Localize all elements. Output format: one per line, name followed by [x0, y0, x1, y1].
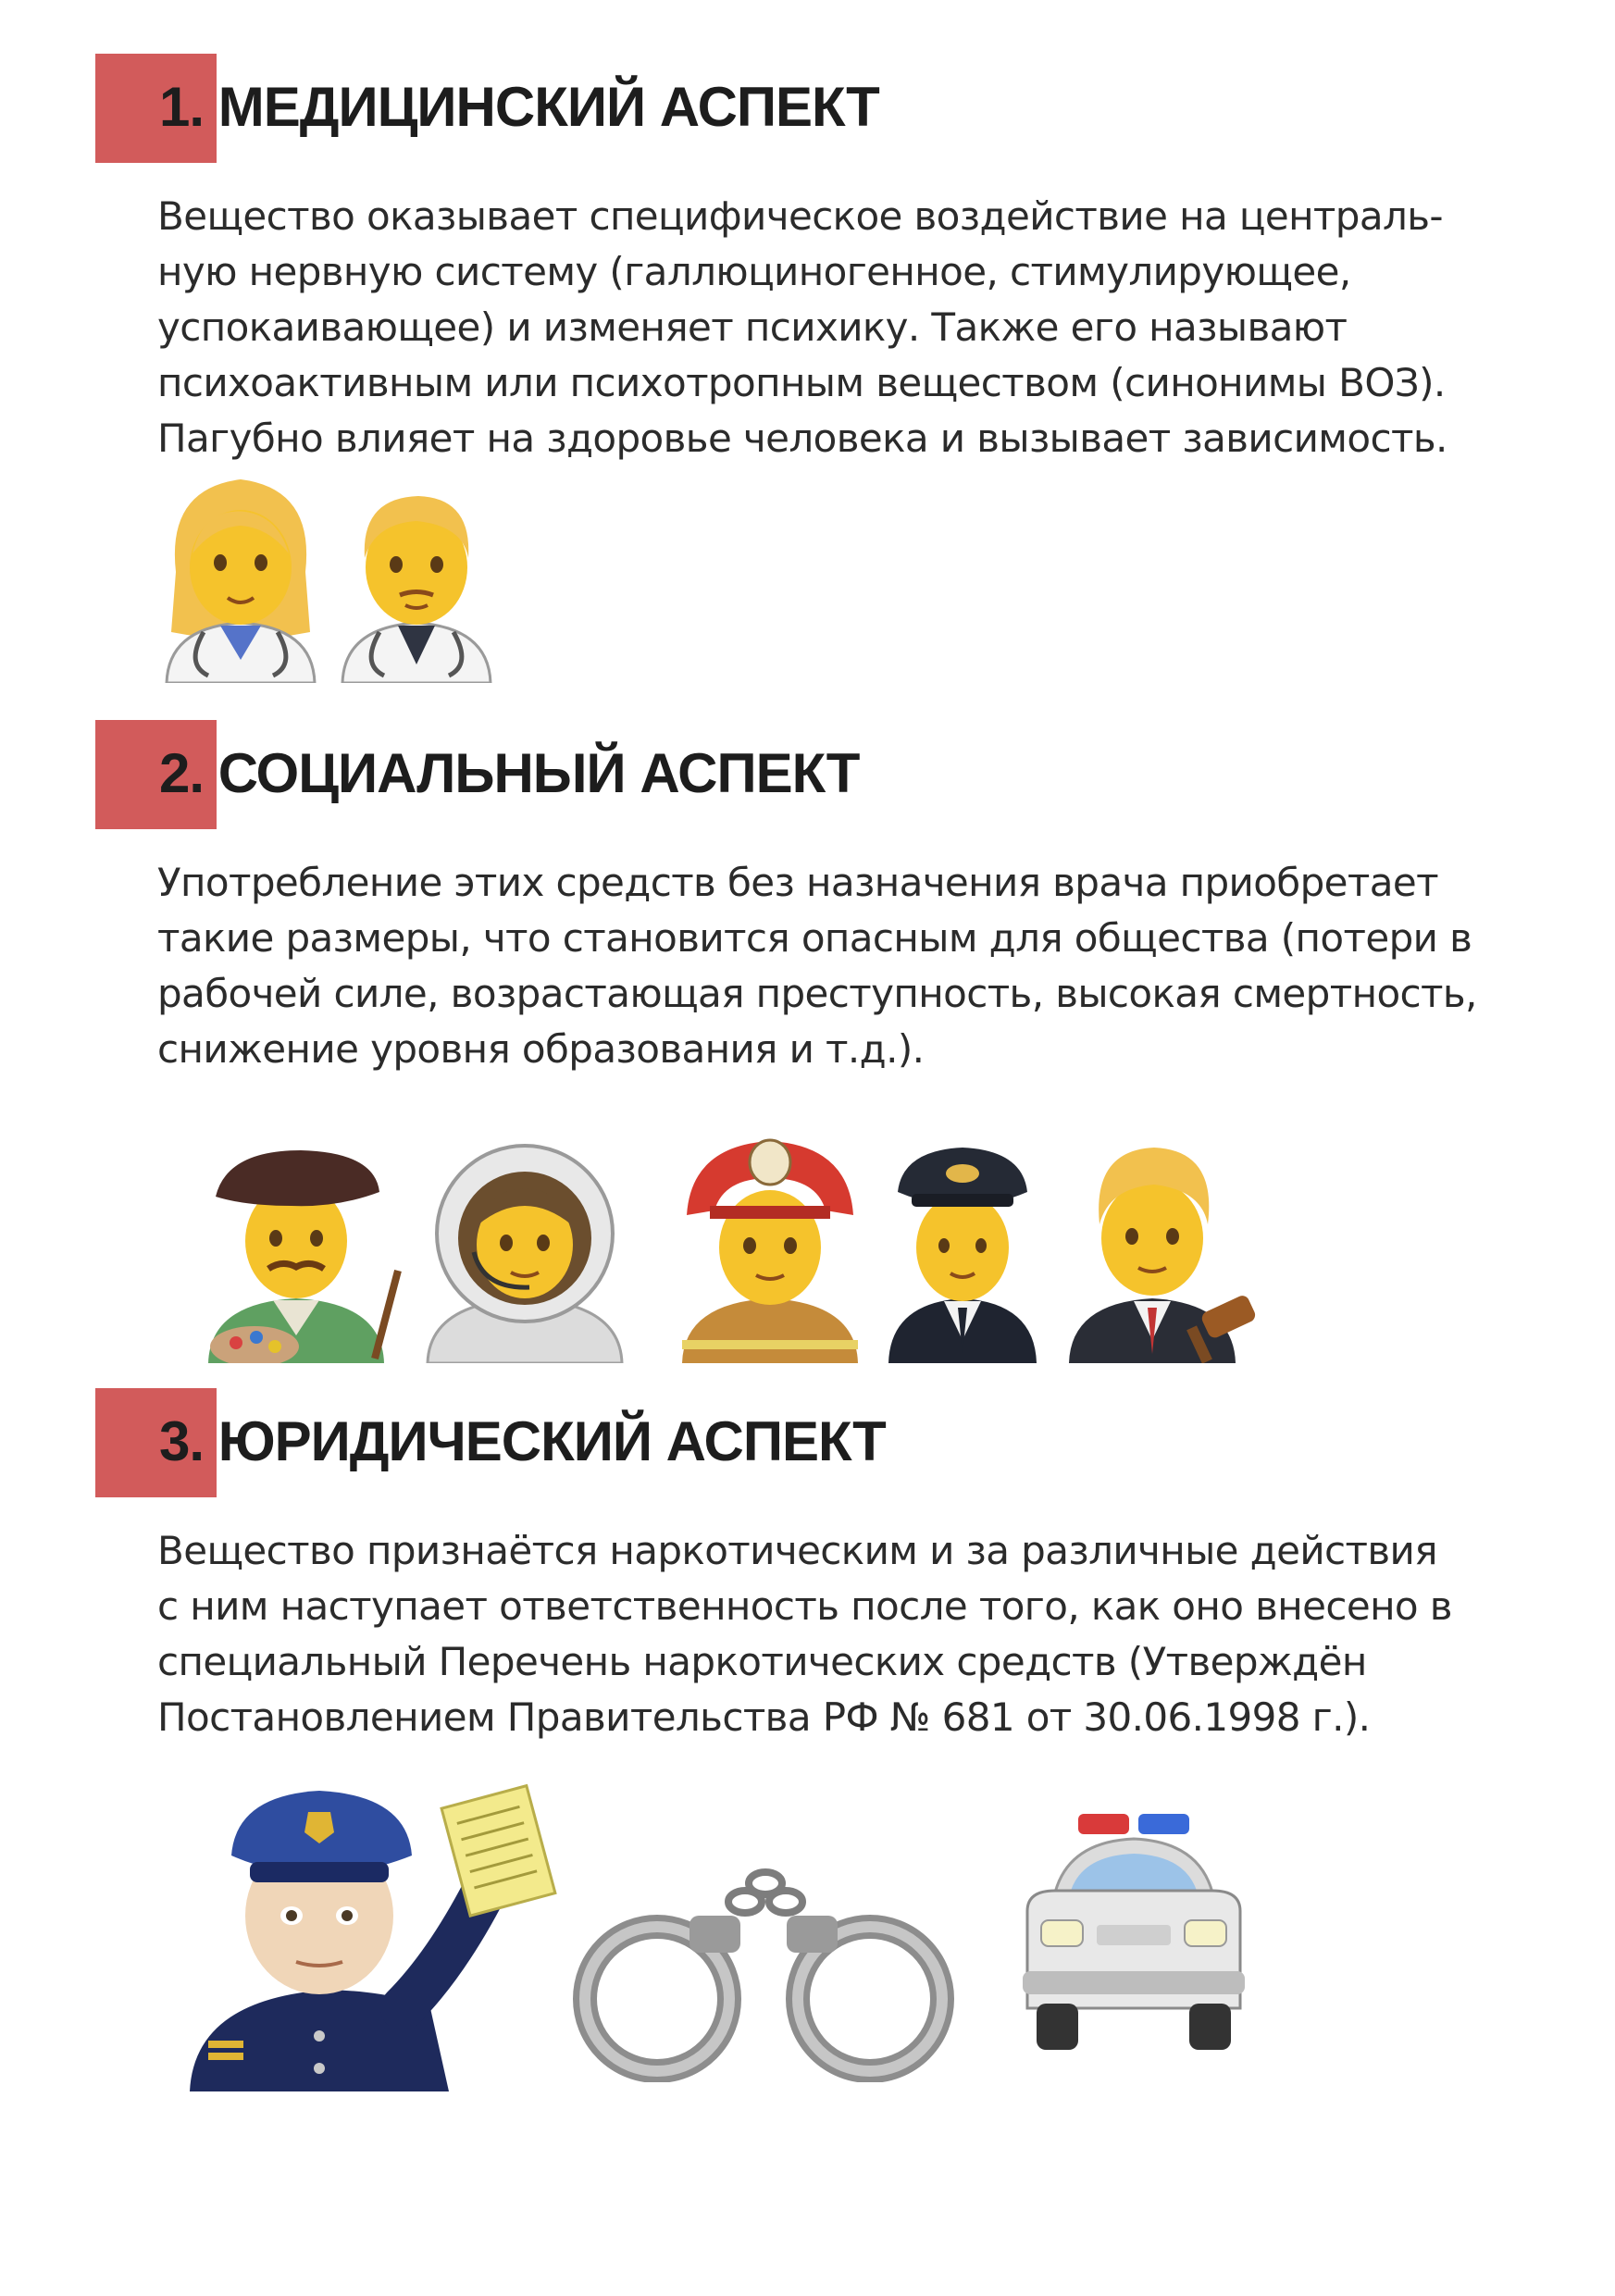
heading-title: 3. ЮРИДИЧЕСКИЙ АСПЕКТ [159, 1410, 886, 1472]
man-doctor-icon [333, 470, 500, 683]
paragraph-line: рабочей силе, возрастающая преступность, высокая смертность, [157, 971, 1477, 1016]
pilot-icon [884, 1127, 1041, 1363]
section-heading [0, 1388, 1615, 1499]
paragraph-line: успокаивающее) и изменяет психику. Также его называют [157, 304, 1348, 350]
section-paragraph [157, 855, 1477, 1077]
heading-title: 1. МЕДИЦИНСКИЙ АСПЕКТ [159, 76, 879, 138]
section-heading [0, 54, 1615, 165]
woman-doctor-icon [157, 470, 324, 683]
astronaut-icon [418, 1132, 631, 1363]
paragraph-line: такие размеры, что становится опасным для общества (потери в [157, 915, 1472, 961]
heading-title: 2. СОЦИАЛЬНЫЙ АСПЕКТ [159, 742, 860, 804]
judge-icon [1064, 1127, 1263, 1363]
artist-icon [190, 1132, 412, 1363]
paragraph-line: психоактивным или психотропным веществом (синонимы ВОЗ). [157, 360, 1446, 405]
police-car-icon [1013, 1809, 1254, 2059]
paragraph-line: ную нервную систему (галлюциногенное, стимулирующее, [157, 249, 1351, 294]
paragraph-line: специальный Перечень наркотических средств (Утверждён [157, 1639, 1367, 1684]
paragraph-line: снижение уровня образования и т.д.). [157, 1026, 925, 1072]
paragraph-line: Употребление этих средств без назначения врача приобретает [157, 860, 1439, 905]
section-heading [0, 720, 1615, 831]
section-paragraph [157, 1523, 1452, 1745]
police-officer-icon [180, 1777, 569, 2091]
paragraph-line: Пагубно влияет на здоровье человека и вызывает зависимость. [157, 416, 1447, 461]
paragraph-line: Вещество оказывает специфическое воздействие на централь- [157, 193, 1443, 239]
handcuffs-icon [569, 1851, 958, 2082]
firefighter-icon [668, 1127, 872, 1363]
paragraph-line: Постановлением Правительства РФ № 681 от 30.06.1998 г.). [157, 1694, 1371, 1740]
section-paragraph [157, 189, 1447, 466]
paragraph-line: с ним наступает ответственность после того, как оно внесено в [157, 1583, 1452, 1629]
paragraph-line: Вещество признаётся наркотическим и за различные действия [157, 1528, 1437, 1573]
